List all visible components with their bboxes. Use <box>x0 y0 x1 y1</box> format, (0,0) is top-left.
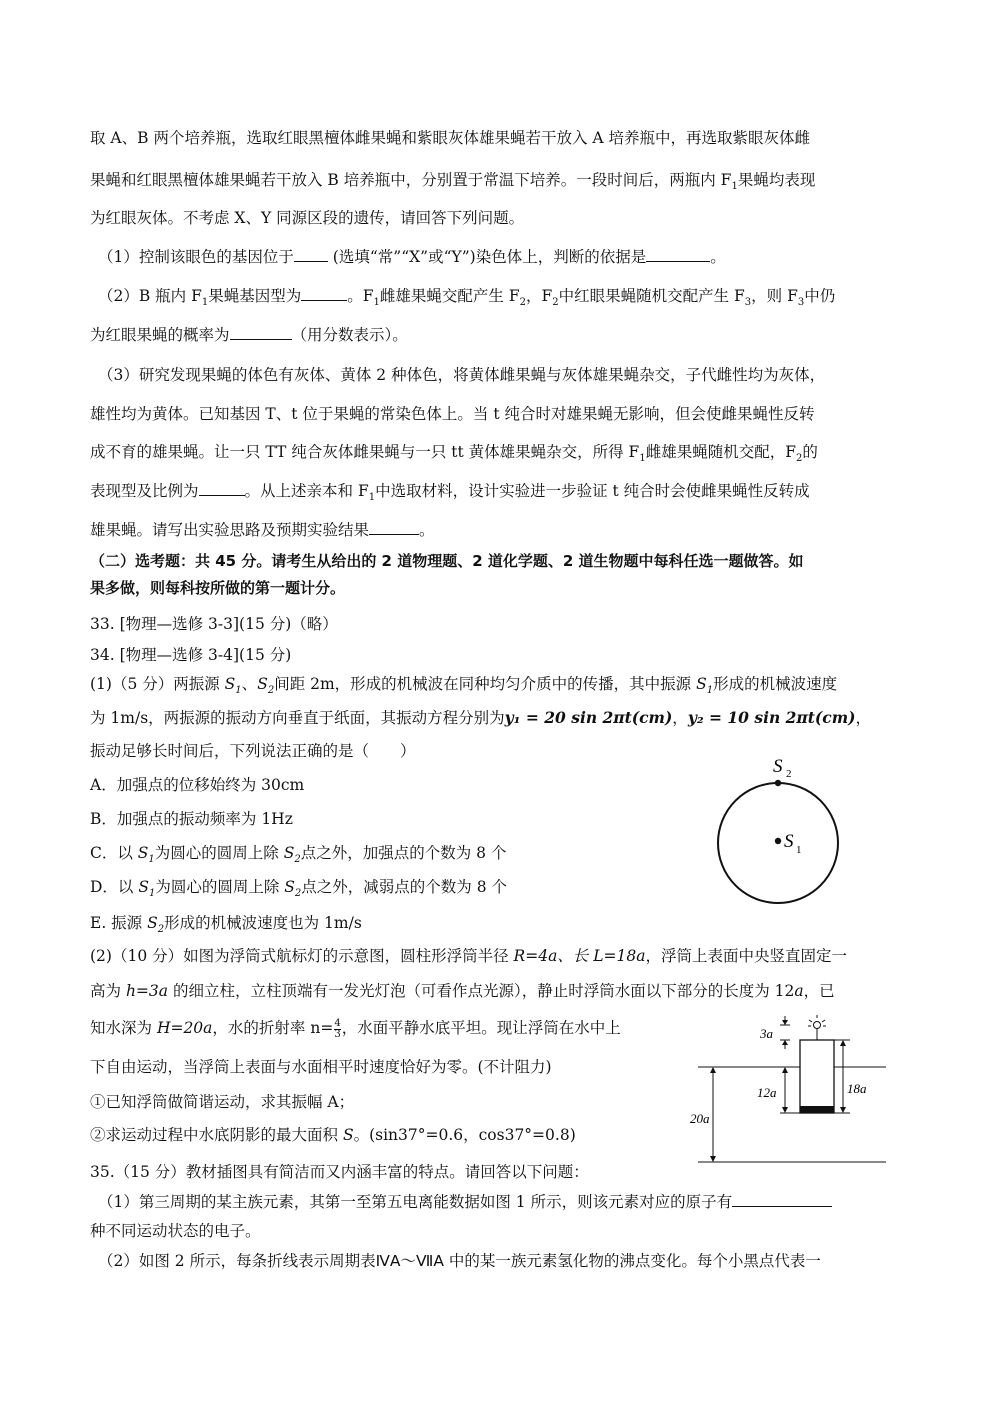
symbol: S <box>138 878 149 896</box>
equation-2: y₂ = 10 sin 2πt(cm) <box>687 708 856 727</box>
text: （用分数表示）。 <box>291 326 408 344</box>
option-b: B．加强点的振动频率为 1Hz <box>90 810 293 828</box>
subscript: 1 <box>368 492 376 504</box>
question-34-2-q2 <box>90 1125 576 1145</box>
label-12a: 12a <box>757 1085 777 1100</box>
text: 为 1m/s，两振源的振动方向垂直于纸面，其振动方程分别为 <box>90 709 505 727</box>
question-34-2-line-3 <box>90 1018 621 1040</box>
text: E. 振源 <box>90 914 148 932</box>
question-3-line-1: （3）研究发现果蝇的体色有灰体、黄体 2 种体色，将黄体雌果蝇与灰体雄果蝇杂交，子代雌性均为灰体， <box>98 366 826 384</box>
text: 高为 <box>90 982 126 1000</box>
subscript: 1 <box>201 297 209 309</box>
circle-figure <box>700 752 860 912</box>
subscript: 1 <box>639 453 646 465</box>
text: 果蝇均表现 <box>737 171 816 189</box>
answer-blank <box>230 325 292 340</box>
text: 雄果蝇。请写出实验思路及预期实验结果 <box>90 521 370 539</box>
option-d <box>90 877 507 904</box>
intro-line-2 <box>90 170 815 197</box>
text: 表现型及比例为 <box>90 482 199 500</box>
option-e <box>90 913 362 940</box>
label-s2: S <box>773 756 783 777</box>
text: 雌雄果蝇随机交配，F <box>645 443 796 461</box>
text: (2)（10 分）如图为浮筒式航标灯的示意图，圆柱形浮筒半径 <box>90 947 514 965</box>
subscript: 1 <box>148 854 155 866</box>
subscript: 2 <box>294 854 301 866</box>
equation-1: y₁ = 20 sin 2πt(cm) <box>504 708 673 727</box>
text: 中仍 <box>804 287 836 305</box>
text: （2）B 瓶内 F <box>98 287 202 305</box>
buoy-figure <box>690 1012 900 1172</box>
option-c <box>90 843 506 870</box>
question-3-line-5 <box>90 520 435 540</box>
question-34-1-line-2 <box>90 708 871 728</box>
text: （2）如图 2 所示，每条折线表示周期表 <box>98 1252 376 1270</box>
question-3-line-4 <box>90 481 810 508</box>
subscript: 3 <box>797 297 805 309</box>
group-range: ⅣA～ⅦA <box>375 1252 444 1270</box>
subscript: 2 <box>795 453 803 465</box>
symbol: S <box>147 914 158 932</box>
text: ，F <box>525 287 553 305</box>
buoy-base <box>800 1106 834 1113</box>
text: ，水面平静水底平坦。现让浮筒在水中上 <box>341 1019 621 1037</box>
text: （1）第三周期的某主族元素，其第一至第五电离能数据如图 1 所示，则该元素对应的原子有 <box>98 1193 733 1211</box>
text: C．以 <box>90 844 138 862</box>
subscript: 1 <box>148 888 156 900</box>
question-3-line-2: 雄性均为黄体。已知基因 T、t 位于果蝇的常染色体上。当 t 纯合时对雄果蝇无影响，但会使雌果蝇性反转 <box>90 405 815 423</box>
symbol: S <box>283 844 295 862</box>
text: 中的某一族元素氢化物的沸点变化。每个小黑点代表一 <box>443 1252 821 1270</box>
frac-den: 3 <box>334 1028 341 1040</box>
text: 为圆心的圆周上除 <box>154 844 284 862</box>
text: 成不育的雄果蝇。让一只 TT 纯合灰体雌果蝇与一只 tt 黄体雄果蝇杂交，所得 F <box>90 443 640 461</box>
question-2-line-2 <box>90 325 408 345</box>
text: 果蝇和红眼黑檀体雄果蝇若干放入 B 培养瓶中，分别置于常温下培养。一段时间后，两瓶内 F <box>90 171 732 189</box>
label-s1-sub: 1 <box>796 844 802 856</box>
text: 形成的机械波速度 <box>713 675 838 693</box>
subscript: 3 <box>744 297 752 309</box>
question-2-line-1 <box>98 286 835 313</box>
text: D．以 <box>90 878 139 896</box>
arrow-head <box>710 1156 716 1162</box>
text: 。 <box>710 248 726 266</box>
text: ，已 <box>803 982 835 1000</box>
text: 形成的机械波速度也为 1m/s <box>164 914 362 932</box>
text: 中红眼果蝇随机交配产生 F <box>558 287 745 305</box>
symbol: S <box>137 844 149 862</box>
label-3a: 3a <box>760 1026 773 1041</box>
question-34-2-line-2: 高为 h=3a 的细立柱，立柱顶端有一发光灯泡（可看作点光源），静止时浮筒水面以下部分的长度为 12a，已 <box>90 982 835 1000</box>
text: 。F <box>347 287 374 305</box>
text: ， <box>855 709 871 727</box>
text: ②求运动过程中水底阴影的最大面积 <box>90 1126 343 1144</box>
text: ，水的折射率 n= <box>212 1019 334 1037</box>
math: H=20a <box>156 1019 213 1037</box>
text: 。 <box>419 521 435 539</box>
subscript: 1 <box>706 685 714 697</box>
question-1 <box>98 247 726 267</box>
math: R=4a、长 L=18a <box>513 947 646 965</box>
subscript: 2 <box>267 685 275 697</box>
label-s2-sub: 2 <box>786 768 792 780</box>
text: 果蝇基因型为 <box>208 287 302 305</box>
fraction <box>334 1019 340 1040</box>
math: S <box>342 1126 354 1144</box>
symbol: S <box>696 675 707 693</box>
text: (1)（5 分）两振源 <box>90 675 225 693</box>
lamp-icon <box>814 1022 821 1029</box>
option-a: A．加强点的位移始终为 30cm <box>90 776 305 794</box>
text: 的 <box>802 443 818 461</box>
subscript: 1 <box>235 685 242 697</box>
question-33: 33. [物理—选修 3-3](15 分)（略） <box>90 615 338 633</box>
question-34-2-line-1 <box>90 946 847 966</box>
subscript: 1 <box>373 297 380 309</box>
text: 中选取材料，设计实验进一步验证 t 纯合时会使雌果蝇性反转成 <box>375 482 810 500</box>
text: 点之外，减弱点的个数为 8 个 <box>301 878 508 896</box>
text: （1）控制该眼色的基因位于 <box>98 248 294 266</box>
math: h=3a <box>125 982 169 1000</box>
intro-line-1: 取 A、B 两个培养瓶，选取红眼黑檀体雌果蝇和紫眼灰体雄果蝇若干放入 A 培养瓶中，再选取紫眼灰体雌 <box>90 129 810 147</box>
question-35-1-line-2: 种不同运动状态的电子。 <box>90 1222 261 1240</box>
symbol: S <box>224 675 236 693</box>
text: 、 <box>241 675 258 693</box>
label-20a: 20a <box>690 1111 710 1126</box>
section-2-heading: （二）选考题：共 45 分。请考生从给出的 2 道物理题、2 道化学题、2 道生物题中每科任选一题做答。如 <box>90 552 804 570</box>
question-34-1-line-3: 振动足够长时间后，下列说法正确的是（ ） <box>90 742 416 760</box>
subscript: 2 <box>157 924 165 936</box>
question-3-line-3 <box>90 442 818 469</box>
text: ， <box>672 709 688 727</box>
subscript: 2 <box>519 297 526 309</box>
answer-blank <box>732 1192 832 1207</box>
text: 的细立柱，立柱顶端有一发光灯泡（可看作点光源），静止时浮筒水面以下部分的长度为 12 <box>168 982 795 1000</box>
question-34-2-q1: ①已知浮筒做简谐运动，求其振幅 A； <box>90 1093 355 1111</box>
question-35-title: 35.（15 分）教材插图具有简洁而又内涵丰富的特点。请回答以下问题： <box>90 1163 589 1181</box>
text: 雌雄果蝇交配产生 F <box>379 287 520 305</box>
text: (选填“常”“X”或“Y”)染色体上，判断的依据是 <box>327 248 647 266</box>
text: 。(sin37°=0.6，cos37°=0.8) <box>353 1126 576 1144</box>
intro-line-3: 为红眼灰体。不考虑 X、Y 同源区段的遗传，请回答下列问题。 <box>90 209 525 227</box>
subscript: 1 <box>731 181 738 193</box>
question-34-title: 34. [物理—选修 3-4](15 分) <box>90 646 292 664</box>
subscript: 2 <box>294 888 302 900</box>
point-s2 <box>775 780 781 786</box>
label-s1: S <box>784 831 794 852</box>
point-s1 <box>775 838 781 844</box>
text: ，浮筒上表面中央竖直固定一 <box>645 947 847 965</box>
text: 为红眼果蝇的概率为 <box>90 326 230 344</box>
frac-num: 4 <box>334 1017 341 1029</box>
answer-blank <box>301 286 347 301</box>
text: 。从上述亲本和 F <box>244 482 369 500</box>
answer-blank <box>199 481 245 496</box>
text: 点之外，加强点的个数为 8 个 <box>300 844 507 862</box>
question-35-2-line-1 <box>98 1251 821 1271</box>
symbol: S <box>257 675 268 693</box>
answer-blank <box>369 520 419 535</box>
question-35-1-line-1 <box>98 1192 832 1212</box>
symbol: S <box>284 878 295 896</box>
question-34-2-line-4: 下自由运动，当浮筒上表面与水面相平时速度恰好为零。(不计阻力) <box>90 1058 552 1076</box>
section-2-heading-cont: 果多做，则每科按所做的第一题计分。 <box>90 579 346 597</box>
answer-blank <box>294 247 328 262</box>
text: 知水深为 <box>90 1019 157 1037</box>
text: ，则 F <box>751 287 798 305</box>
answer-blank <box>646 247 710 262</box>
label-18a: 18a <box>847 1081 867 1096</box>
buoy <box>800 1040 834 1113</box>
subscript: 2 <box>552 297 559 309</box>
arrow-head <box>710 1067 716 1073</box>
text: 间距 2m，形成的机械波在同种均匀介质中的传播，其中振源 <box>274 675 697 693</box>
question-34-1-line-1 <box>90 674 837 701</box>
text: 为圆心的圆周上除 <box>155 878 285 896</box>
